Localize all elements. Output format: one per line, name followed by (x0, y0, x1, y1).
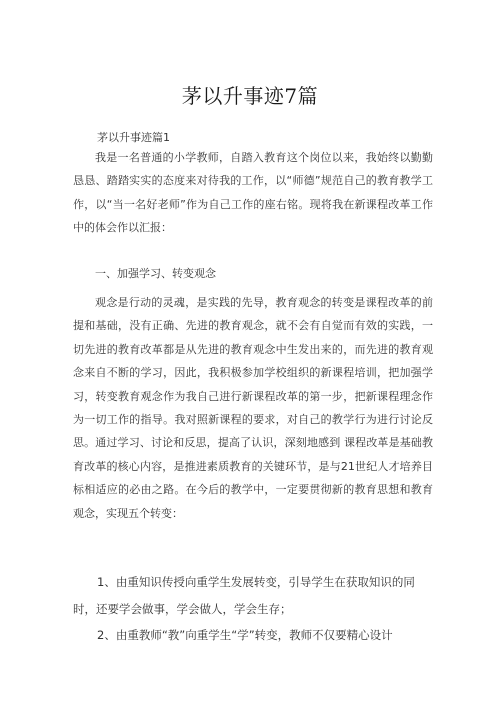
paragraph-main: 观念是行动的灵魂，是实践的先导，教育观念的转变是课程改革的前提和基础，没有正确、先进的教育观念，就不会有自觉而有效的实践，一切先进的教育改革都是从先进的教育观念中生发出来的，而先进的教育观念来自不断的学习，因此，我积极参加学校组织的新课程培训，把加强学习，转变教育观念作为我自己进行新课程改革的第一步，把新课程理念作为一切工作的指导。我对照新课程的要求，对自己的教学行为进行讨论反思。通过学习、讨论和反思，提高了认识，深刻地感到 课程改革是基础教育改革的核心内容，是推进素质教育的关键环节，是与21世纪人才培养目标相适应的必由之路。在今后的教学中，一定要贯彻新的教育思想和教育观念，实现五个转变： (73, 296, 433, 520)
subtitle: 茅以升事迹篇1 (97, 131, 170, 144)
list-item-2: 2、由重教师“教”向重学生“学”转变，教师不仅要精心设计 (97, 628, 393, 642)
section-heading: 一、加强学习、转变观念 (95, 267, 216, 280)
paragraph-intro: 我是一名普通的小学教师，自踏入教育这个岗位以来，我始终以勤勤恳恳、踏踏实实的态度来对待我的工作，以“师德”规范自己的教育教学工作，以“当一名好老师”作为自己工作的座右铭。现将我在新课程改革工作中的体会作以汇报： (73, 151, 433, 235)
page-title: 茅以升事迹7篇 (181, 84, 319, 108)
list-item-1: 1、由重知识传授向重学生发展转变，引导学生在获取知识的同 (97, 575, 415, 589)
list-item-1-continued: 时，还要学会做事，学会做人，学会生存； (73, 602, 292, 616)
